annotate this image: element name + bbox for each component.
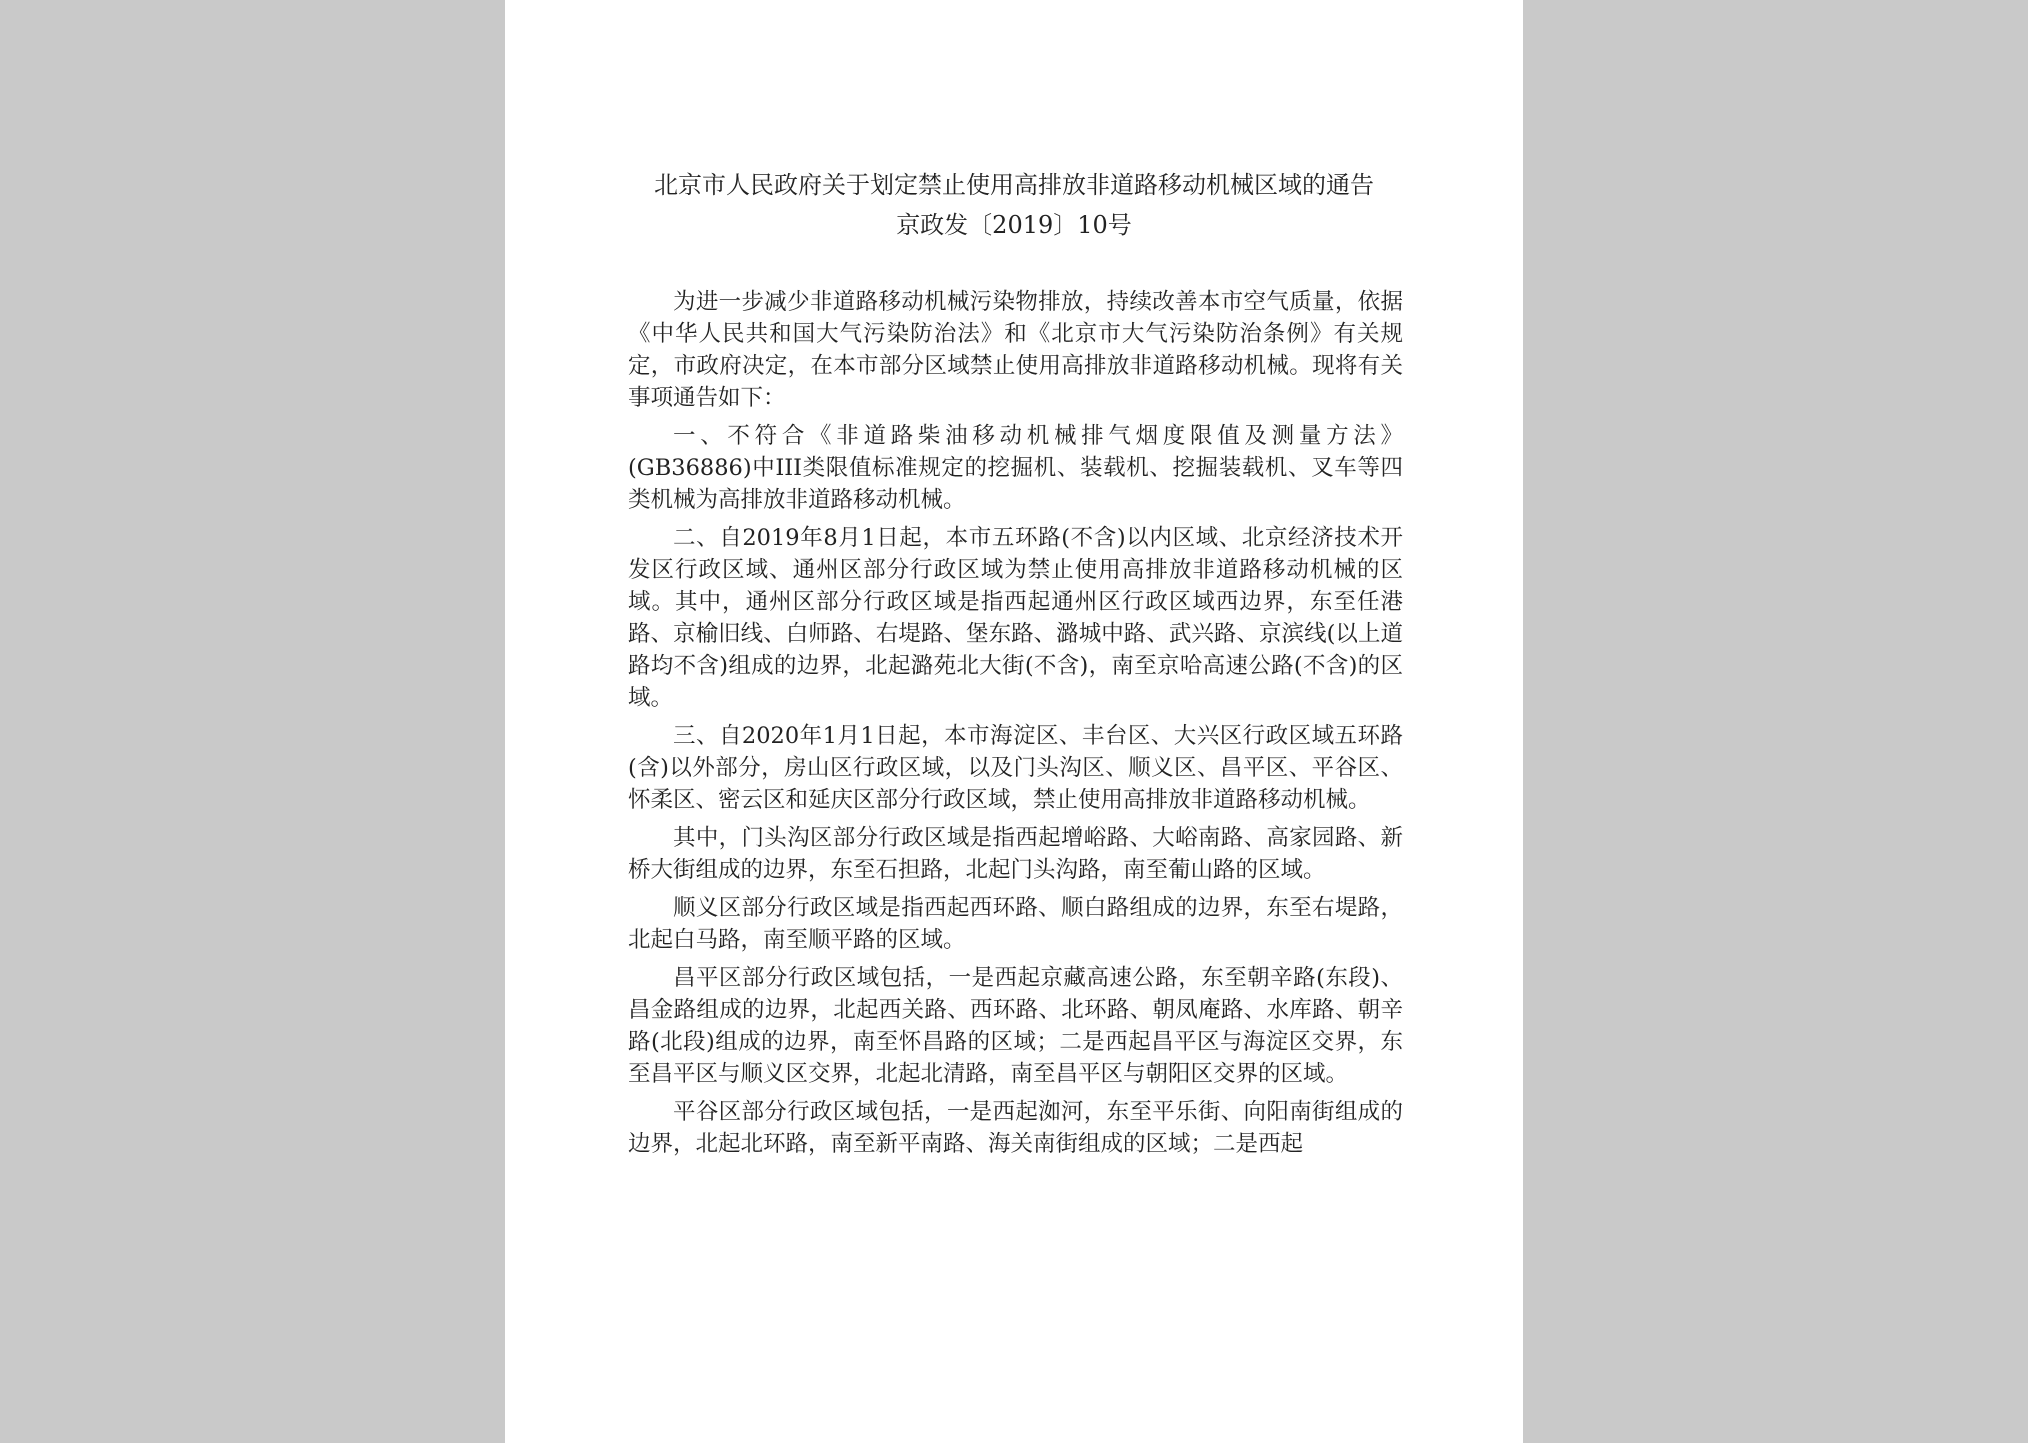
paragraph-item-3: 三、自2020年1月1日起，本市海淀区、丰台区、大兴区行政区域五环路(含)以外部分，房山区行政区域，以及门头沟区、顺义区、昌平区、平谷区、怀柔区、密云区和延庆区部分行政区域，禁止使用高排放非道路移动机械。: [628, 723, 1403, 813]
paragraph-shunyi: 顺义区部分行政区域是指西起西环路、顺白路组成的边界，东至右堤路，北起白马路，南至顺平路的区域。: [628, 895, 1403, 953]
document-number: 京政发〔2019〕10号: [896, 211, 1132, 239]
paragraph-intro: 为进一步减少非道路移动机械污染物排放，持续改善本市空气质量，依据《中华人民共和国大气污染防治法》和《北京市大气污染防治条例》有关规定，市政府决定，在本市部分区域禁止使用高排放非道路移动机械。现将有关事项通告如下：: [628, 289, 1403, 411]
paragraph-item-2: 二、自2019年8月1日起，本市五环路(不含)以内区域、北京经济技术开发区行政区域、通州区部分行政区域为禁止使用高排放非道路移动机械的区域。其中，通州区部分行政区域是指西起通州区行政区域西边界，东至任港路、京榆旧线、白师路、右堤路、堡东路、潞城中路、武兴路、京滨线(以上道路均不含)组成的边界，北起潞苑北大街(不含)，南至京哈高速公路(不含)的区域。: [628, 525, 1403, 711]
document-body: [628, 286, 1403, 1166]
paragraph-mentougou: 其中，门头沟区部分行政区域是指西起增峪路、大峪南路、高家园路、新桥大街组成的边界，东至石担路，北起门头沟路，南至葡山路的区域。: [628, 825, 1403, 883]
paragraph-item-1: 一、不符合《非道路柴油移动机械排气烟度限值及测量方法》(GB36886)中III类限值标准规定的挖掘机、装载机、挖掘装载机、叉车等四类机械为高排放非道路移动机械。: [628, 423, 1403, 513]
paragraph-pinggu: 平谷区部分行政区域包括，一是西起洳河，东至平乐街、向阳南街组成的边界，北起北环路，南至新平南路、海关南街组成的区域；二是西起: [628, 1099, 1403, 1157]
document-title: 北京市人民政府关于划定禁止使用高排放非道路移动机械区域的通告: [654, 171, 1374, 199]
paragraph-changping: 昌平区部分行政区域包括，一是西起京藏高速公路，东至朝辛路(东段)、昌金路组成的边界，北起西关路、西环路、北环路、朝凤庵路、水库路、朝辛路(北段)组成的边界，南至怀昌路的区域；二是西起昌平区与海淀区交界，东至昌平区与顺义区交界，北起北清路，南至昌平区与朝阳区交界的区域。: [628, 965, 1403, 1087]
document-page: [505, 0, 1523, 1443]
